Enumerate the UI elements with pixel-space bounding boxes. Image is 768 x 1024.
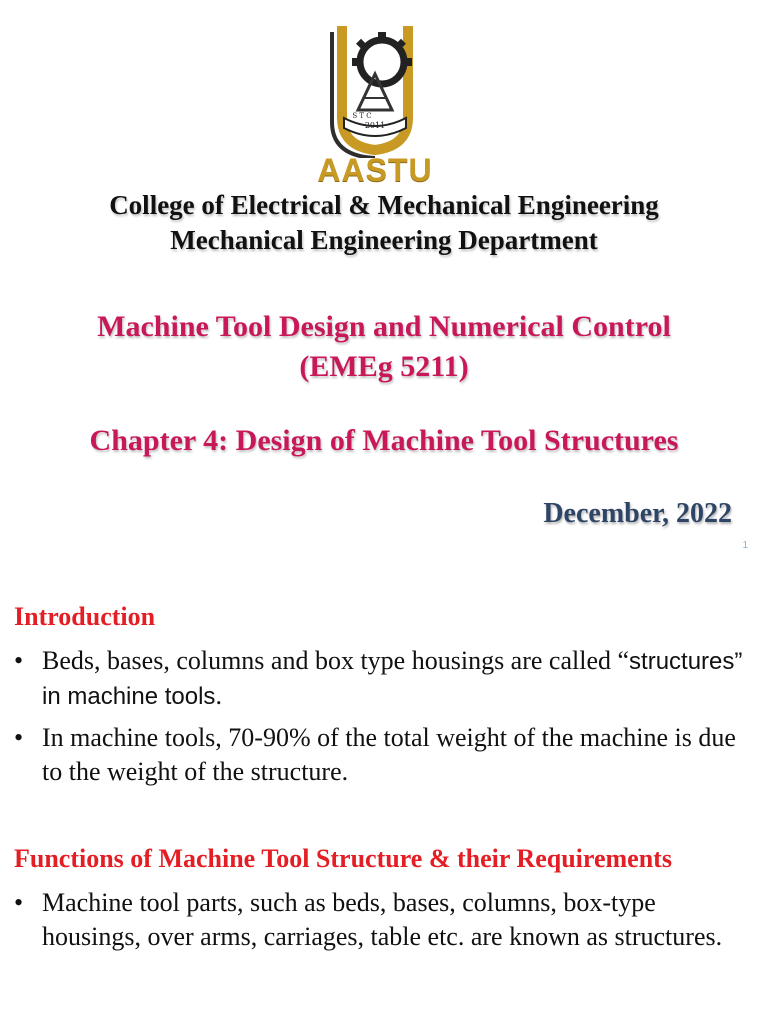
department-name: Mechanical Engineering Department xyxy=(170,225,598,255)
list-item xyxy=(14,721,754,789)
bullet-text: Machine tool parts, such as beds, bases, columns, box-type housings, over arms, carriages, table etc. are known as structures. xyxy=(42,888,723,951)
list-item xyxy=(14,886,754,954)
course-code: (EMEg 5211) xyxy=(299,350,469,383)
bullet-text-part: . xyxy=(215,681,222,710)
presentation-date: December, 2022 xyxy=(543,498,732,529)
logo-year: 2011 xyxy=(364,121,386,130)
aastu-logo xyxy=(302,18,448,188)
bullet-text-part: structures” in machine tools xyxy=(42,648,743,710)
bullet-text: In machine tools, 70-90% of the total weight of the machine is due to the weight of the structure. xyxy=(42,723,736,786)
logo-initials: S T C xyxy=(352,112,372,120)
bullet-icon: • xyxy=(14,723,24,752)
college-name: College of Electrical & Mechanical Engineering xyxy=(109,190,659,220)
functions-heading: Functions of Machine Tool Structure & their Requirements xyxy=(14,844,672,873)
bullet-icon: • xyxy=(14,888,24,917)
slide-number: 1 xyxy=(742,540,748,551)
list-item xyxy=(14,644,754,714)
bullet-icon: • xyxy=(14,646,24,675)
course-title: Machine Tool Design and Numerical Control xyxy=(97,310,671,343)
aastu-emblem-icon xyxy=(302,18,448,158)
logo-wordmark: AASTU xyxy=(317,152,433,188)
introduction-bullet-list xyxy=(14,644,754,796)
introduction-heading: Introduction xyxy=(14,602,156,631)
chapter-title: Chapter 4: Design of Machine Tool Structures xyxy=(89,424,679,457)
content-slide xyxy=(0,568,768,1024)
functions-bullet-list xyxy=(14,886,754,961)
bullet-text-part: Beds, bases, columns and box type housings are called “ xyxy=(42,646,630,675)
